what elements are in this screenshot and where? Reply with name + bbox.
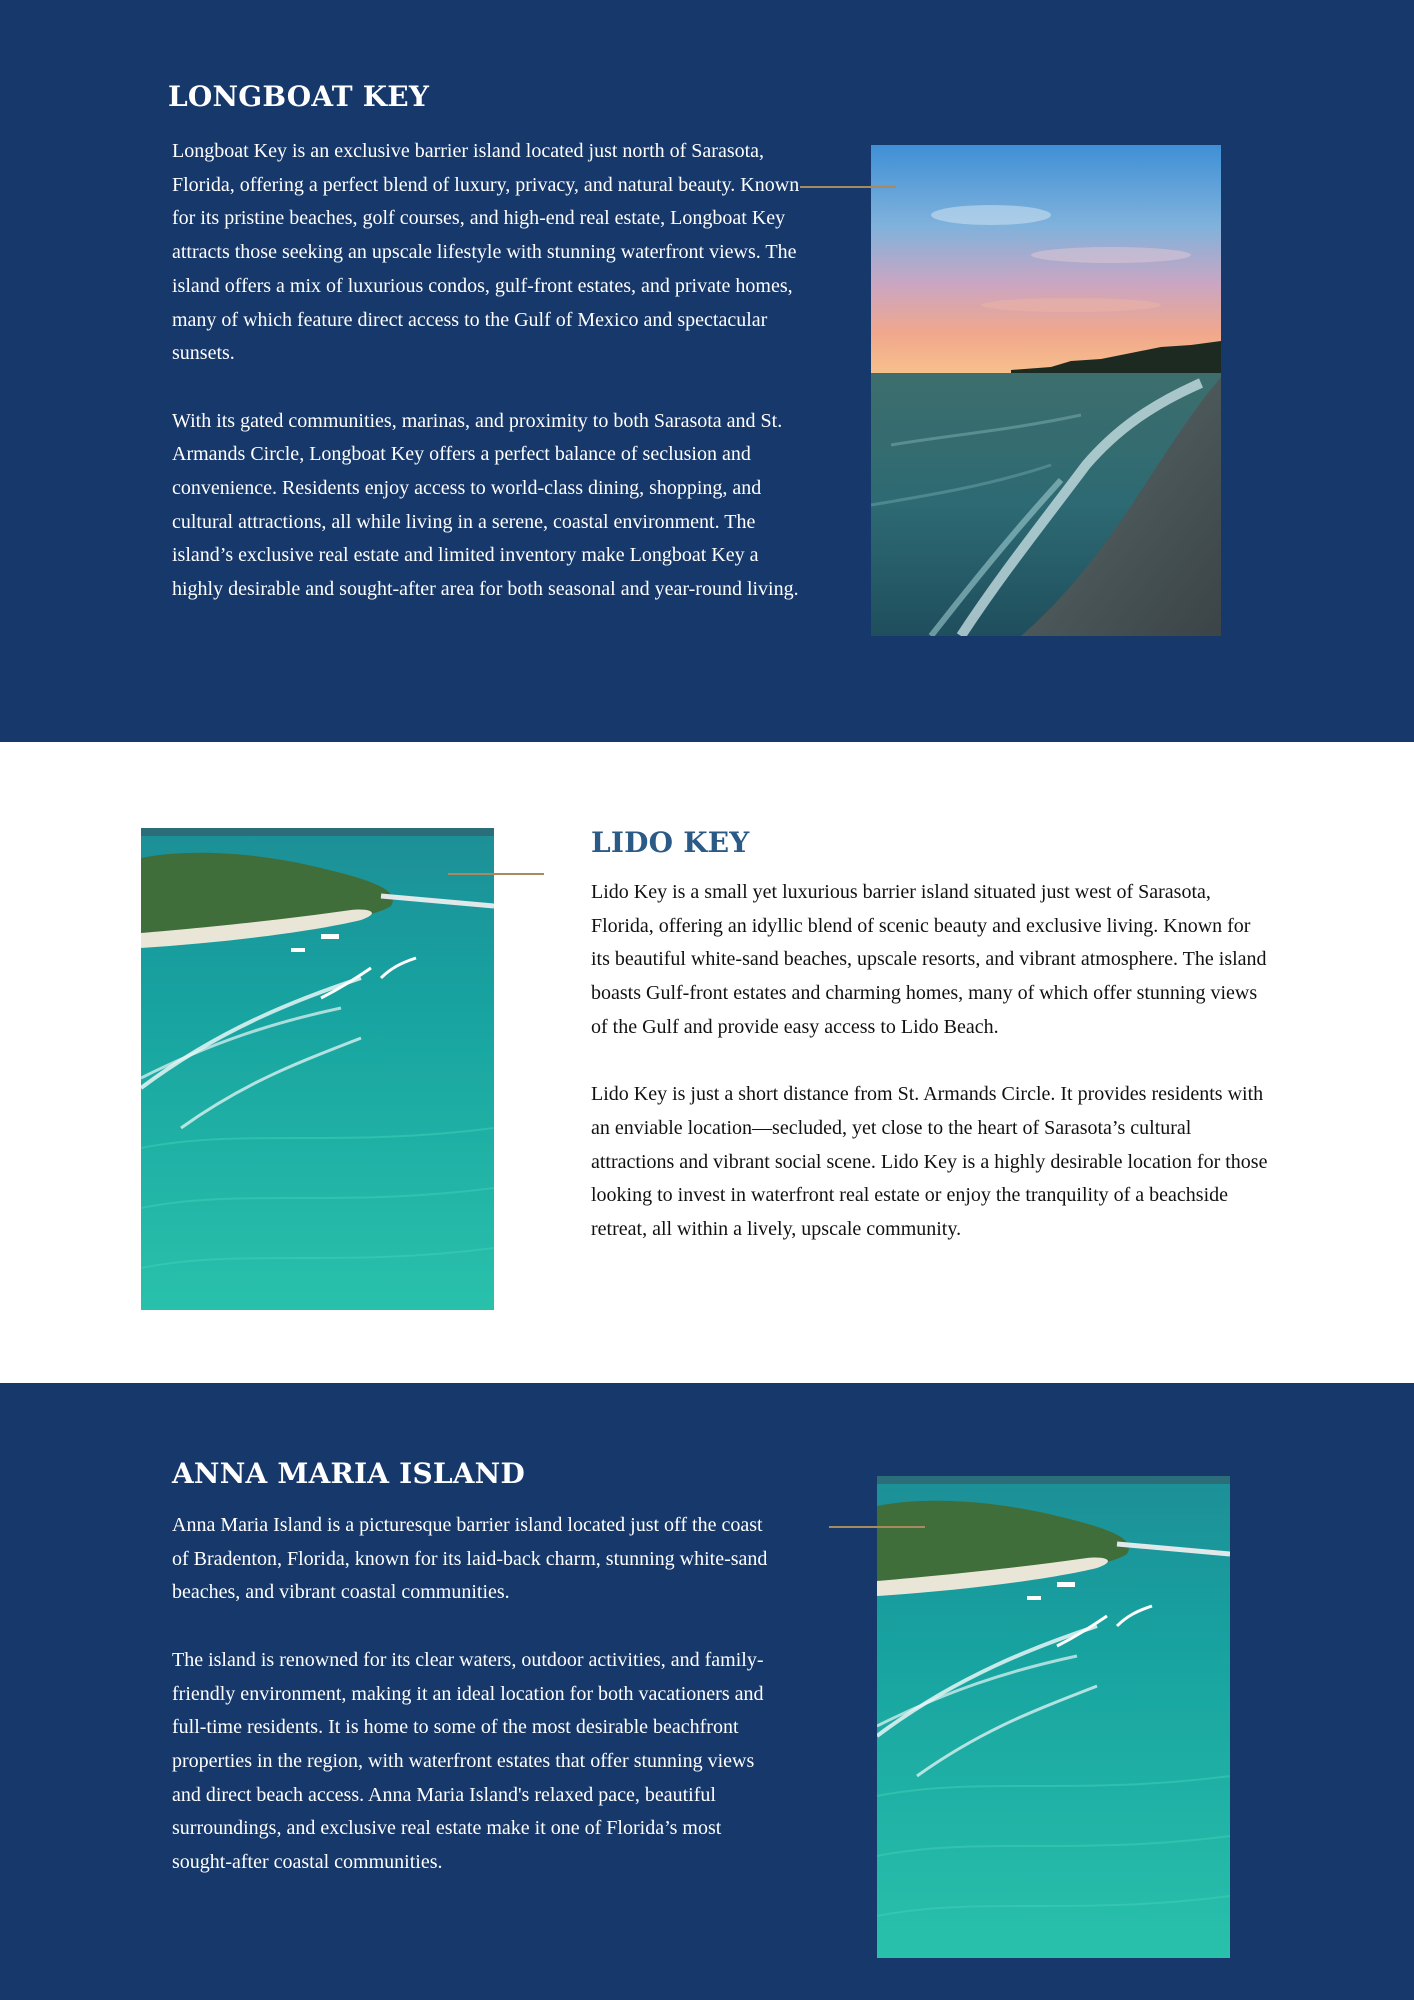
longboat-key-title: LONGBOAT KEY	[168, 80, 430, 113]
lido-key-description	[591, 876, 1271, 1247]
anna-maria-island-section	[0, 1383, 1414, 2000]
lido-key-paragraph-1: Lido Key is a small yet luxurious barrier island situated just west of Sarasota, Florida, offering an idyllic blend of scenic beauty and exclusive living. Known for its beautiful white-sand beaches, upscale resorts, and vibrant atmosphere. The island boasts Gulf-front estates and charming homes, many of which offer stunning views of the Gulf and provide easy access to Lido Beach.	[591, 881, 1267, 1038]
anna-maria-island-title: ANNA MARIA ISLAND	[172, 1457, 525, 1490]
longboat-key-section	[0, 0, 1414, 742]
longboat-key-accent-line	[800, 186, 896, 188]
lido-key-accent-line	[448, 873, 544, 875]
anna-maria-island-accent-line	[829, 1526, 925, 1528]
lido-key-aerial-photo	[141, 828, 494, 1310]
anna-maria-island-paragraph-2: The island is renowned for its clear waters, outdoor activities, and family-friendly environment, making it an ideal location for both vacationers and full-time residents. It is home to some of the most desirable beachfront properties in the region, with waterfront estates that offer stunning views and direct beach access. Anna Maria Island's relaxed pace, beautiful surroundings, and exclusive real estate make it one of Florida’s most sought-after coastal communities.	[172, 1648, 764, 1874]
anna-maria-island-description	[172, 1509, 772, 1880]
longboat-key-description	[172, 135, 802, 607]
lido-key-title: LIDO KEY	[591, 826, 750, 859]
longboat-key-paragraph-2: With its gated communities, marinas, and proximity to both Sarasota and St. Armands Circle, Longboat Key offers a perfect balance of seclusion and convenience. Residents enjoy access to world-class dining, shopping, and cultural attractions, all while living in a serene, coastal environment. The island’s exclusive real estate and limited inventory make Longboat Key a highly desirable and sought-after area for both seasonal and year-round living.	[172, 409, 799, 601]
longboat-key-sunset-beach-photo	[871, 145, 1221, 636]
anna-maria-island-paragraph-1: Anna Maria Island is a picturesque barrier island located just off the coast of Bradenton, Florida, known for its laid-back charm, stunning white-sand beaches, and vibrant coastal communities.	[172, 1514, 768, 1604]
longboat-key-paragraph-1: Longboat Key is an exclusive barrier island located just north of Sarasota, Florida, offering a perfect blend of luxury, privacy, and natural beauty. Known for its pristine beaches, golf courses, and high-end real estate, Longboat Key attracts those seeking an upscale lifestyle with stunning waterfront views. The island offers a mix of luxurious condos, gulf-front estates, and private homes, many of which feature direct access to the Gulf of Mexico and spectacular sunsets.	[172, 140, 800, 365]
anna-maria-island-aerial-photo	[877, 1476, 1230, 1958]
lido-key-section	[0, 742, 1414, 1383]
lido-key-paragraph-2: Lido Key is just a short distance from St. Armands Circle. It provides residents with an enviable location—secluded, yet close to the heart of Sarasota’s cultural attractions and vibrant social scene. Lido Key is a highly desirable location for those looking to invest in waterfront real estate or enjoy the tranquility of a beachside retreat, all within a lively, upscale community.	[591, 1083, 1268, 1241]
